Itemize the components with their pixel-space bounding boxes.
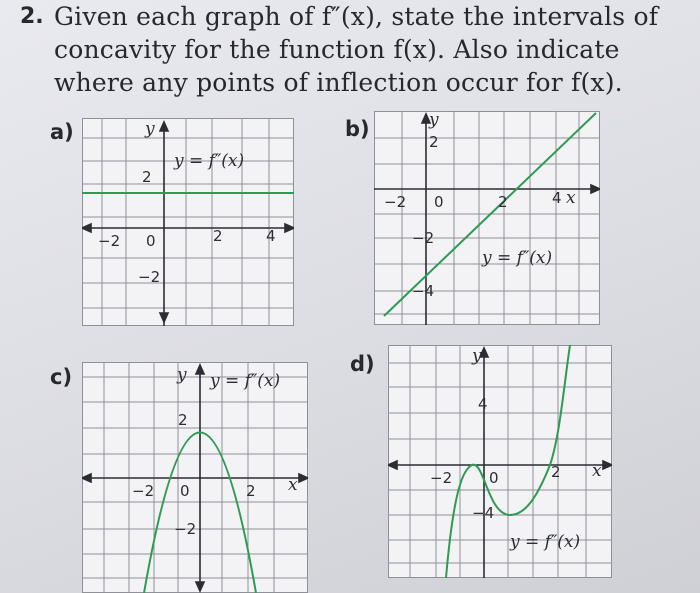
graph-d-y-tick: −4	[472, 504, 495, 522]
graph-c-svg	[82, 362, 308, 593]
graph-c-curve-label: y = f″(x)	[210, 371, 281, 391]
graph-b-y-axis-label: y	[429, 111, 439, 130]
graph-b-y-tick: 2	[429, 133, 439, 151]
graph-c-x-axis-label: x	[288, 475, 298, 495]
graph-a-y-axis-label: y	[145, 119, 155, 139]
graph-c-x-tick: 2	[246, 482, 256, 500]
graph-d-y-axis-label: y	[472, 346, 482, 366]
panel-label-a: a)	[50, 120, 74, 144]
graph-d-x-axis-label: x	[592, 461, 602, 481]
graph-a-svg	[82, 118, 294, 326]
graph-b-curve-label: y = f″(x)	[482, 248, 553, 268]
graph-a-y-tick: 2	[142, 168, 152, 186]
graph-a-x-tick: 2	[213, 227, 223, 245]
graph-b-x-tick: 2	[498, 193, 508, 211]
graph-b-x-tick: −2	[384, 193, 407, 211]
graph-b-x-axis-label: x	[566, 188, 576, 208]
question-line-2: concavity for the function f(x). Also indicate	[54, 35, 620, 64]
graph-b-x-tick: 4	[552, 189, 562, 207]
graph-d-x-tick: −2	[430, 469, 453, 487]
graph-a-x-tick: 0	[146, 232, 156, 250]
graph-a-x-tick: −2	[98, 232, 121, 250]
graph-c-y-tick: −2	[174, 520, 197, 538]
graph-d-y-tick: 4	[478, 395, 488, 413]
question-line-3: where any points of inflection occur for f(x).	[54, 68, 623, 97]
graph-b-x-tick: 0	[434, 193, 444, 211]
graph-d-svg	[388, 345, 612, 578]
graph-a	[82, 118, 294, 326]
graph-c-x-tick: 0	[180, 482, 190, 500]
graph-a-curve-label: y = f″(x)	[174, 151, 245, 171]
panel-label-d: d)	[350, 352, 375, 376]
question-line-1: Given each graph of f″(x), state the intervals of	[54, 2, 659, 31]
graph-b	[374, 111, 600, 325]
graph-c-y-tick: 2	[178, 411, 188, 429]
graph-b-svg	[374, 111, 600, 325]
graph-b-y-tick: −2	[412, 229, 435, 247]
panel-label-c: c)	[50, 365, 73, 389]
graph-c	[82, 362, 308, 593]
graph-d-curve-label: y = f″(x)	[510, 532, 581, 552]
graph-c-y-axis-label: y	[177, 365, 187, 385]
graph-d-x-tick: 0	[489, 469, 499, 487]
graph-a-x-tick: 4	[266, 227, 276, 245]
question-number: 2.	[20, 4, 44, 29]
panel-label-b: b)	[345, 117, 370, 141]
graph-d	[388, 345, 612, 578]
graph-a-y-tick: −2	[138, 268, 161, 286]
graph-d-x-tick: 2	[551, 463, 561, 481]
graph-a-grid	[82, 118, 294, 326]
graph-c-x-tick: −2	[132, 482, 155, 500]
graph-b-y-tick: −4	[412, 282, 435, 300]
